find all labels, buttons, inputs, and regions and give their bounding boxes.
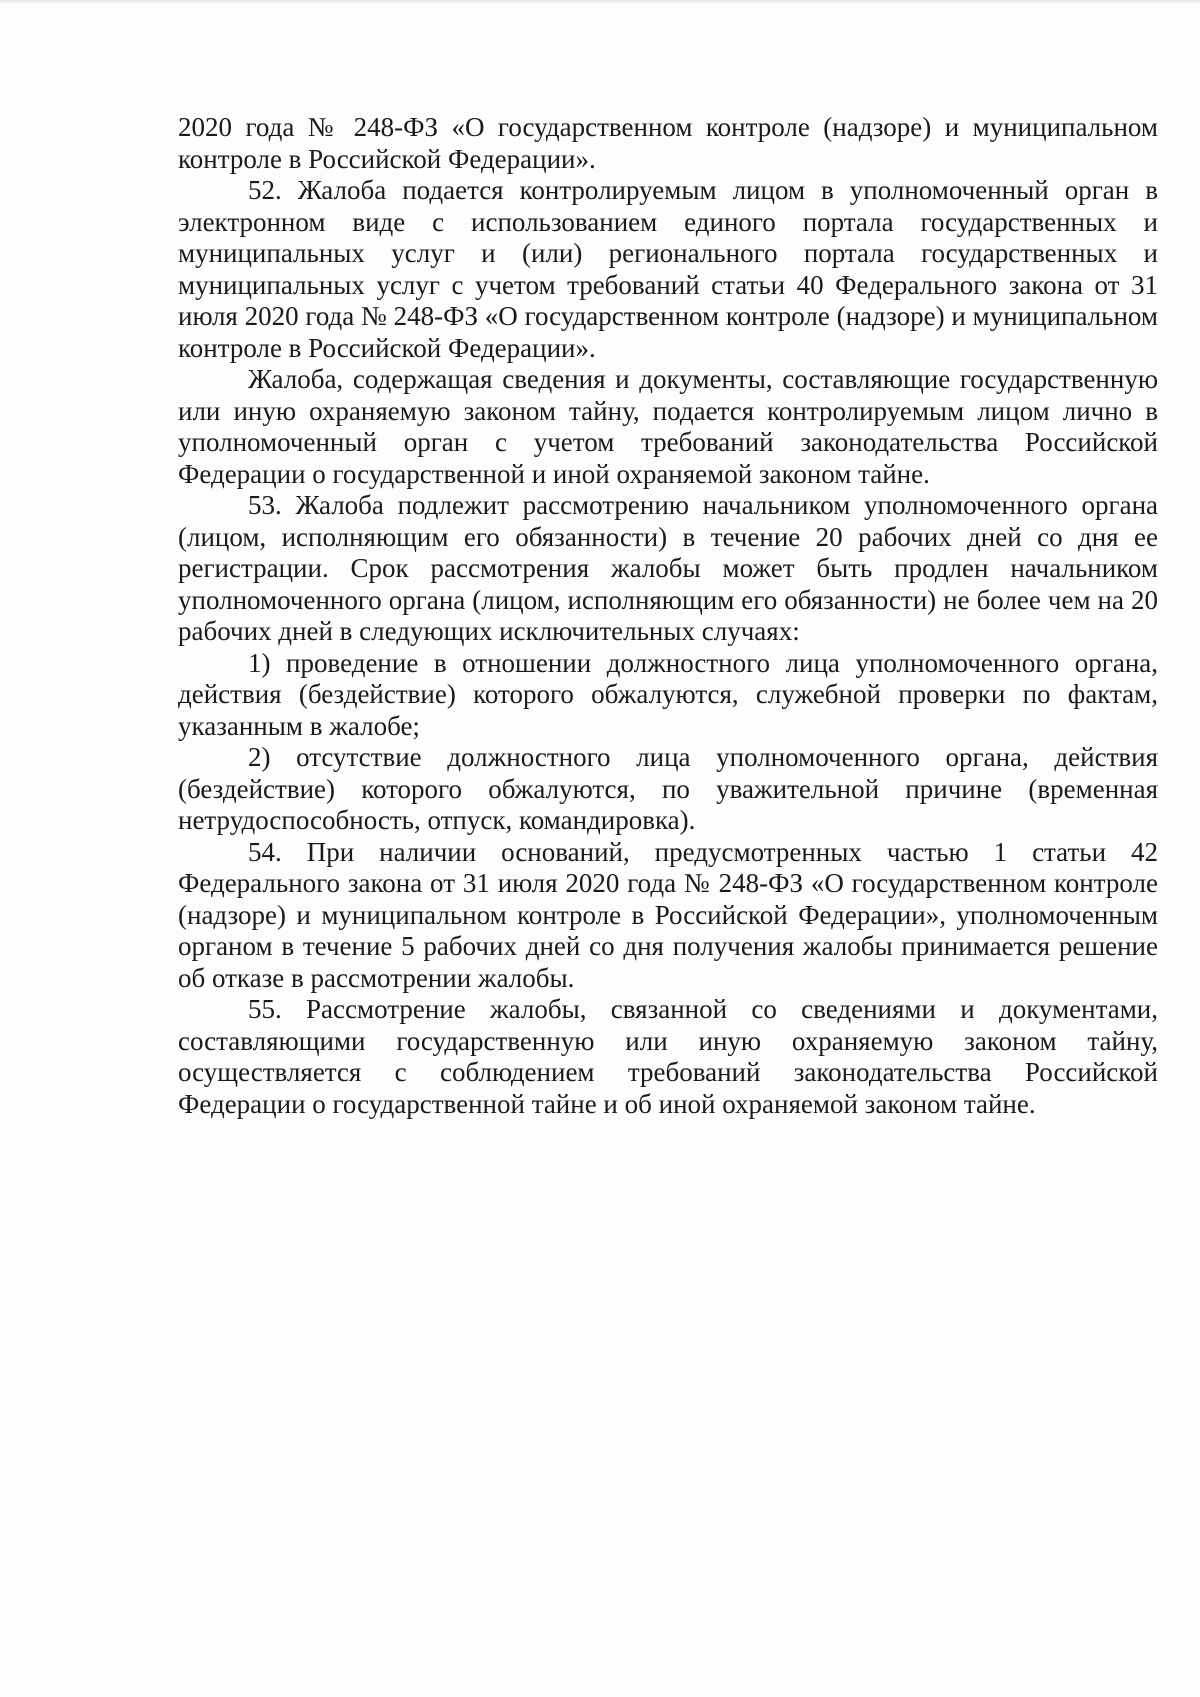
paragraph-54: 54. При наличии оснований, предусмотренных частью 1 статьи 42 Федерального закона от 31 июля 2020 года № 248-ФЗ «О государственном контроле (надзоре) и муниципальном контроле в Российской Федерации», уполномоченным органом в течение 5 рабочих дней со дня получения жалобы принимается решение об отказе в рассмотрении жалобы. xyxy=(178,836,1158,993)
paragraph-53-item-1: 1) проведение в отношении должностного лица уполномоченного органа, действия (бездействие) которого обжалуются, служебной проверки по фактам, указанным в жалобе; xyxy=(178,647,1158,741)
paragraph-55: 55. Рассмотрение жалобы, связанной со сведениями и документами, составляющими государственную или иную охраняемую законом тайну, осуществляется с соблюдением требований законодательства Российской Федерации о государственной тайне и об иной охраняемой законом тайне. xyxy=(178,994,1158,1119)
paragraph-53: 53. Жалоба подлежит рассмотрению начальником уполномоченного органа (лицом, исполняющим его обязанности) в течение 20 рабочих дней со дня ее регистрации. Срок рассмотрения жалобы может быть продлен начальником уполномоченного органа (лицом, исполняющим его обязанности) не более чем на 20 рабочих дней в следующих исключительных случаях: xyxy=(178,490,1158,646)
paragraph-continuation: 2020 года № 248-ФЗ «О государственном контроле (надзоре) и муниципальном контроле в Российской Федерации». xyxy=(178,112,1158,174)
paragraph-53-item-2: 2) отсутствие должностного лица уполномоченного органа, действия (бездействие) которого обжалуются, по уважительной причине (временная нетрудоспособность, отпуск, командировка). xyxy=(178,742,1158,835)
paragraph-52-secret: Жалоба, содержащая сведения и документы, составляющие государственную или иную охраняемую законом тайну, подается контролируемым лицом лично в уполномоченный орган с учетом требований законодательства Российской Федерации о государственной и иной охраняемой законом тайне. xyxy=(178,364,1158,489)
scan-edge xyxy=(0,0,1200,4)
paragraph-52: 52. Жалоба подается контролируемым лицом в уполномоченный орган в электронном виде с использованием единого портала государственных и муниципальных услуг и (или) регионального портала государственных и муниципальных услуг с учетом требований статьи 40 Федерального закона от 31 июля 2020 года № 248-ФЗ «О государственном контроле (надзоре) и муниципальном контроле в Российской Федерации». xyxy=(178,175,1158,363)
document-body xyxy=(178,112,1158,1120)
